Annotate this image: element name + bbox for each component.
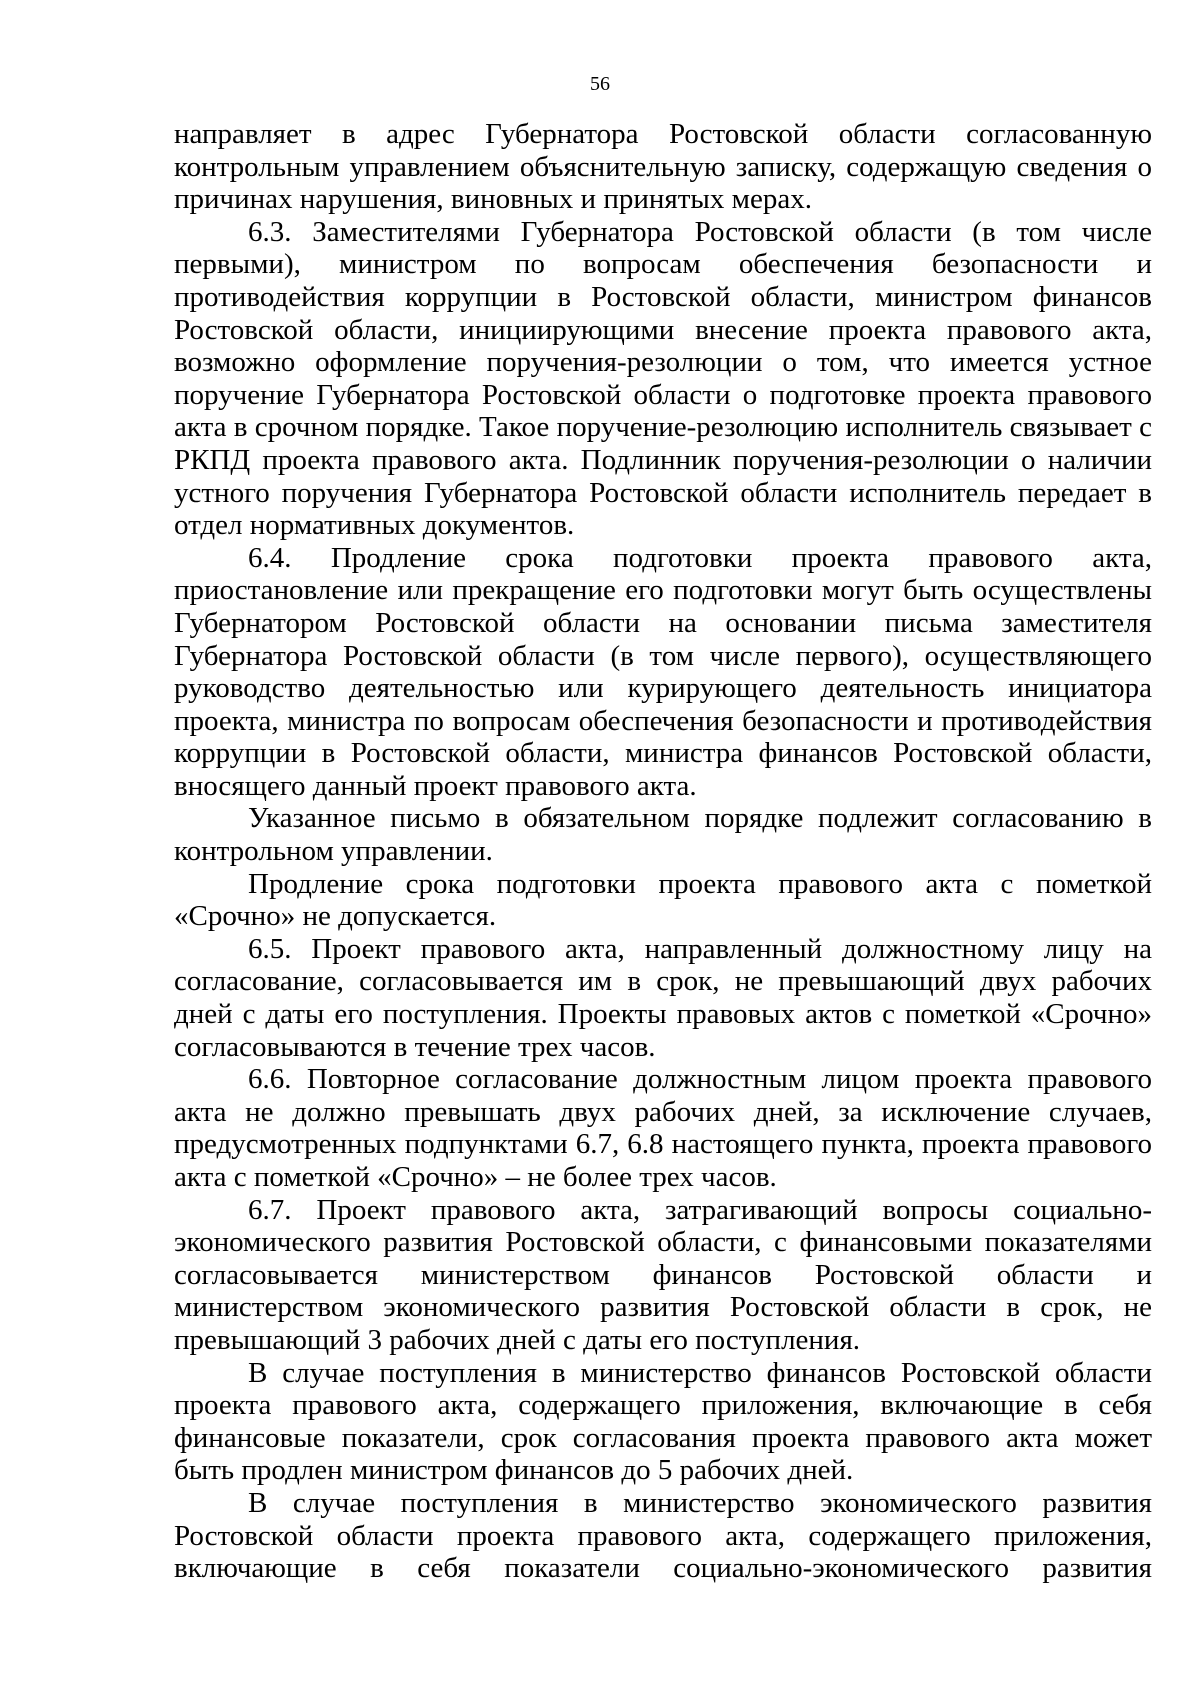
paragraph-6-5: 6.5. Проект правового акта, направленный должностному лицу на согласование, согласовывается им в срок, не превышающий двух рабочих дней с даты его поступления. Проекты правовых актов с пометкой «Срочно» согласовываются в течение трех часов. <box>174 932 1152 1063</box>
paragraph-urgent-extension: Продление срока подготовки проекта правового акта с пометкой «Срочно» не допускается. <box>174 867 1152 933</box>
page-body <box>174 118 1152 1585</box>
paragraph-6-3: 6.3. Заместителями Губернатора Ростовской области (в том числе первыми), министром по вопросам обеспечения безопасности и противодействия коррупции в Ростовской области, министром финансов Ростовской области, инициирующими внесение проекта правового акта, возможно оформление поручения-резолюции о том, что имеется устное поручение Губернатора Ростовской области о подготовке проекта правового акта в срочном порядке. Такое поручение-резолюцию исполнитель связывает с РКПД проекта правового акта. Подлинник поручения-резолюции о наличии устного поручения Губернатора Ростовской области исполнитель передает в отдел нормативных документов. <box>174 215 1152 542</box>
page-number: 56 <box>590 73 610 95</box>
paragraph-6-6: 6.6. Повторное согласование должностным лицом проекта правового акта не должно превышать двух рабочих дней, за исключение случаев, предусмотренных подпунктами 6.7, 6.8 настоящего пункта, проекта правового акта с пометкой «Срочно» – не более трех часов. <box>174 1063 1152 1193</box>
paragraph-6-4: 6.4. Продление срока подготовки проекта правового акта, приостановление или прекращение его подготовки могут быть осуществлены Губернатором Ростовской области на основании письма заместителя Губернатора Ростовской области (в том числе первого), осуществляющего руководство деятельностью или курирующего деятельность инициатора проекта, министра по вопросам обеспечения безопасности и противодействия коррупции в Ростовской области, министра финансов Ростовской области, вносящего данный проект правового акта. <box>174 541 1152 802</box>
paragraph-6-7: 6.7. Проект правового акта, затрагивающий вопросы социально-экономического развития Ростовской области, с финансовыми показателями согласовывается министерством финансов Ростовской области и министерством экономического развития Ростовской области в срок, не превышающий 3 рабочих дней с даты его поступления. <box>174 1193 1152 1356</box>
paragraph-continuation: направляет в адрес Губернатора Ростовской области согласованную контрольным управлением объяснительную записку, содержащую сведения о причинах нарушения, виновных и принятых мерах. <box>174 118 1152 216</box>
paragraph-letter-approval: Указанное письмо в обязательном порядке подлежит согласованию в контрольном управлении. <box>174 802 1152 868</box>
paragraph-economy-ministry: В случае поступления в министерство экономического развития Ростовской области проекта правового акта, содержащего приложения, включающие в себя показатели социально-экономического развития <box>174 1486 1152 1585</box>
paragraph-finance-ministry: В случае поступления в министерство финансов Ростовской области проекта правового акта, содержащего приложения, включающие в себя финансовые показатели, срок согласования проекта правового акта может быть продлен министром финансов до 5 рабочих дней. <box>174 1356 1152 1487</box>
